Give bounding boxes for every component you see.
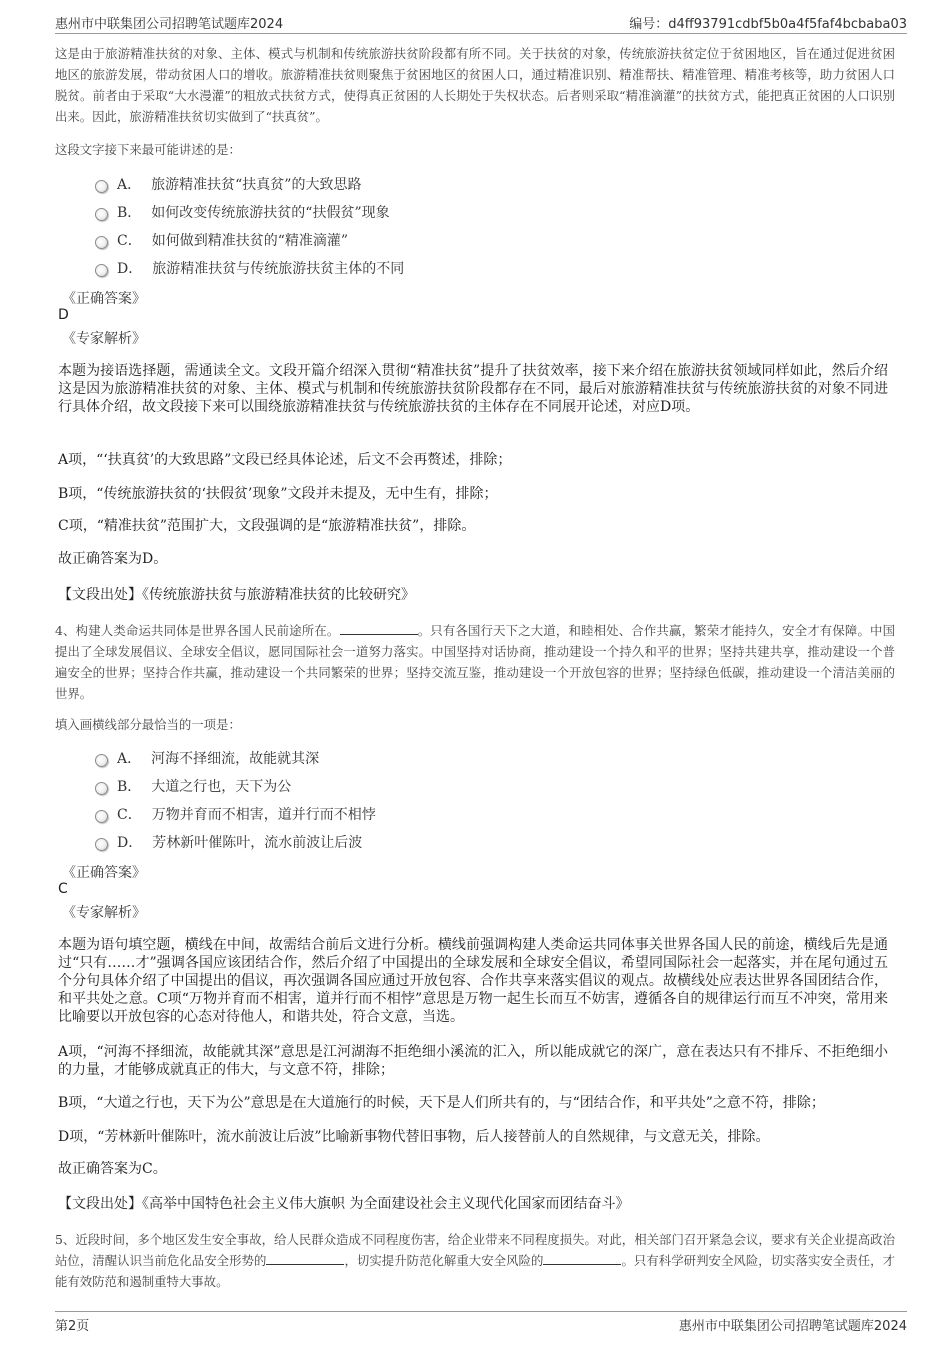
q3-option-d[interactable]	[95, 258, 404, 278]
q3-question: 这段文字接下来最可能讲述的是：	[55, 142, 241, 157]
option-letter: B．	[117, 205, 142, 221]
page-footer	[55, 1311, 907, 1333]
radio-icon[interactable]	[95, 782, 108, 795]
option-text: 如何改变传统旅游扶贫的“扶假贫”现象	[151, 205, 390, 221]
page-header	[55, 12, 907, 34]
q4-option-a[interactable]	[95, 748, 319, 768]
page-number: 第2页	[55, 1319, 90, 1334]
q4-blank	[340, 623, 418, 635]
q4-analysis-b: B项，“大道之行也，天下为公”意思是在大道施行的时候，天下是人们所共有的，与“团结合作，和平共处”之意不符，排除；	[58, 1095, 825, 1111]
q4-analysis-a: A项，“河海不择细流，故能就其深”意思是江河湖海不拒绝细小溪流的汇入，所以能成就它的深广，意在表达只有不排斥、不拒绝细小的力量，才能够成就真正的伟大，与文意不符，排除；	[58, 1044, 888, 1078]
q4-analysis-label: 《专家解析》	[62, 905, 146, 921]
radio-icon[interactable]	[95, 810, 108, 823]
q3-answer-label: 《正确答案》	[62, 291, 146, 307]
q4-analysis-main: 本题为语句填空题，横线在中间，故需结合前后文进行分析。横线前强调构建人类命运共同体事关世界各国人民的前途，横线后先是通过“只有……才”强调各国应该团结合作，然后介绍了中国提出的全球发展和全球安全倡议，希望同国际社会一起落实，并在尾句通过五个分句具体介绍了中国提出的倡议，再次强调各国应通过开放包容、合作共享来落实倡议的观点。故横线处应表达世界各国团结合作，和平共处之意。C项“万物并育而不相害，道并行而不相悖”意思是万物一起生长而互不妨害，遵循各自的规律运行而互不冲突，常用来比喻要以开放包容的心态对待他人，和谐共处，符合文意，当选。	[58, 937, 888, 1025]
q4-passage	[55, 620, 895, 704]
header-doc-id: 编号：d4ff93791cdbf5b0a4f5faf4bcbaba03	[629, 17, 907, 32]
option-text: 万物并育而不相害，道并行而不相悖	[151, 807, 376, 823]
q4-passage-after: 。只有各国行天下之大道，和睦相处、合作共赢，繁荣才能持久，安全才有保障。中国提出了全球发展倡议、全球安全倡议，愿同国际社会一道努力落实。中国坚持对话协商，推动建设一个持久和平的世界；坚持共建共享，推动建设一个普遍安全的世界；坚持合作共赢，推动建设一个共同繁荣的世界；坚持交流互鉴，推动建设一个开放包容的世界；坚持绿色低碳，推动建设一个清洁美丽的世界。	[55, 623, 896, 701]
q4-answer: C	[58, 881, 68, 897]
option-letter: A．	[117, 177, 142, 193]
option-text: 旅游精准扶贫“扶真贫”的大致思路	[151, 177, 362, 193]
q4-source: 【文段出处】《高举中国特色社会主义伟大旗帜 为全面建设社会主义现代化国家而团结奋斗》	[58, 1196, 630, 1212]
option-letter: D．	[117, 835, 143, 851]
q5-part1: 5、近段时间，多个地区发生安全事故，给人民群众造成不同程度伤害，给企业带来不同程度损失。对此，相关部门召开紧急会议，要求有关企业提高政治站位，清醒认识当前危化品安全形势的	[55, 1232, 895, 1268]
radio-icon[interactable]	[95, 180, 108, 193]
q4-option-d[interactable]	[95, 832, 362, 852]
option-text: 河海不择细流，故能就其深	[151, 751, 320, 767]
radio-icon[interactable]	[95, 754, 108, 767]
radio-icon[interactable]	[95, 264, 108, 277]
q3-answer: D	[58, 307, 69, 323]
option-text: 如何做到精准扶贫的“精准滴灌”	[151, 233, 349, 249]
header-title: 惠州市中联集团公司招聘笔试题库2024	[55, 17, 284, 32]
radio-icon[interactable]	[95, 838, 108, 851]
q3-passage: 这是由于旅游精准扶贫的对象、主体、模式与机制和传统旅游扶贫阶段都有所不同。关于扶贫的对象，传统旅游扶贫定位于贫困地区，旨在通过促进贫困地区的旅游发展，带动贫困人口的增收。旅游精准扶贫则聚焦于贫困地区的贫困人口，通过精准识别、精准帮扶、精准管理、精准考核等，助力贫困人口脱贫。前者由于采取“大水漫灌”的粗放式扶贫方式，使得真正贫困的人长期处于失权状态。后者则采取“精准滴灌”的扶贫方式，能把真正贫困的人口识别出来。因此，旅游精准扶贫切实做到了“扶真贫”。	[55, 46, 895, 124]
q4-analysis-conclusion: 故正确答案为C。	[58, 1161, 167, 1177]
q4-passage-before: 4、构建人类命运共同体是世界各国人民前途所在。	[55, 623, 340, 638]
q3-option-a[interactable]	[95, 174, 361, 194]
q4-option-b[interactable]	[95, 776, 291, 796]
option-text: 芳林新叶催陈叶，流水前波让后波	[152, 835, 363, 851]
q3-option-c[interactable]	[95, 230, 348, 250]
footer-title: 惠州市中联集团公司招聘笔试题库2024	[678, 1319, 907, 1334]
radio-icon[interactable]	[95, 208, 108, 221]
q3-source: 【文段出处】《传统旅游扶贫与旅游精准扶贫的比较研究》	[58, 587, 415, 603]
q3-option-b[interactable]	[95, 202, 390, 222]
q3-analysis-main: 本题为接语选择题，需通读全文。文段开篇介绍深入贯彻“精准扶贫”提升了扶贫效率，接下来介绍在旅游扶贫领域同样如此，然后介绍这是因为旅游精准扶贫的对象、主体、模式与机制和传统旅游扶贫阶段都存在不同，最后对旅游精准扶贫与传统旅游扶贫的对象不同进行具体介绍，故文段接下来可以围绕旅游精准扶贫与传统旅游扶贫的主体存在不同展开论述，对应D项。	[58, 363, 888, 415]
radio-icon[interactable]	[95, 236, 108, 249]
q4-analysis-d: D项，“芳林新叶催陈叶，流水前波让后波”比喻新事物代替旧事物，后人接替前人的自然规律，与文意无关，排除。	[58, 1129, 770, 1145]
q3-analysis-b: B项，“传统旅游扶贫的‘扶假贫’现象”文段并未提及，无中生有，排除；	[58, 486, 498, 502]
option-text: 旅游精准扶贫与传统旅游扶贫主体的不同	[152, 261, 405, 277]
q5-part2: ，切实提升防范化解重大安全风险的	[344, 1253, 544, 1268]
option-text: 大道之行也，天下为公	[151, 779, 292, 795]
option-letter: A．	[117, 751, 142, 767]
q3-analysis-c: C项，“精准扶贫”范围扩大，文段强调的是“旅游精准扶贫”，排除。	[58, 518, 476, 534]
option-letter: D．	[117, 261, 143, 277]
q5-blank-1	[266, 1253, 344, 1265]
option-letter: C．	[117, 233, 142, 249]
q4-option-c[interactable]	[95, 804, 376, 824]
q4-question: 填入画横线部分最恰当的一项是：	[55, 717, 241, 732]
q3-analysis-a: A项，“‘扶真贫’的大致思路”文段已经具体论述，后文不会再赘述，排除；	[58, 452, 512, 468]
q5-part3: 。只有科学研判安全风险，切实落实安全责任，才能有效防范和遏制重特大事故。	[55, 1253, 896, 1289]
q5-blank-2	[543, 1253, 621, 1265]
q4-answer-label: 《正确答案》	[62, 865, 146, 881]
q5-passage	[55, 1229, 895, 1292]
option-letter: B．	[117, 779, 142, 795]
option-letter: C．	[117, 807, 142, 823]
q3-analysis-conclusion: 故正确答案为D。	[58, 551, 168, 567]
q3-analysis-label: 《专家解析》	[62, 331, 146, 347]
